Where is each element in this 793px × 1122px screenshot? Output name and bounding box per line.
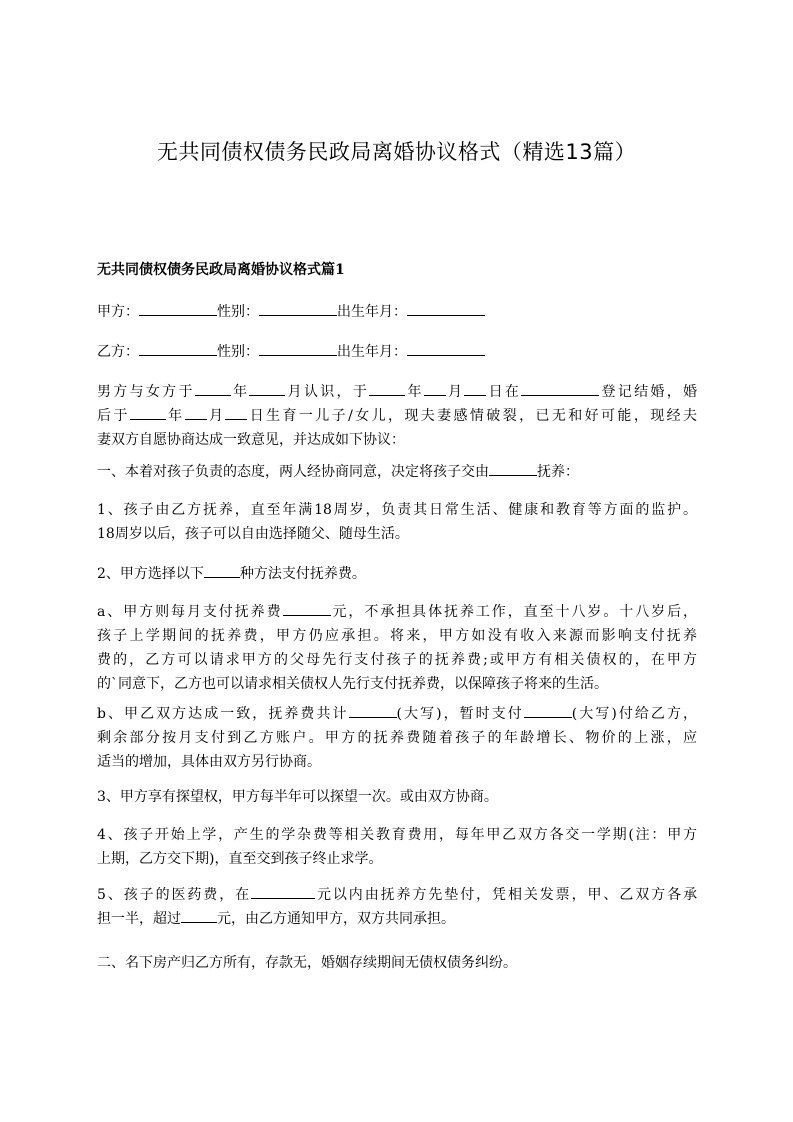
intro-text: 年 [230, 384, 250, 400]
party-a-gender-label: 性别： [217, 304, 259, 320]
item-b-text: (大写)，暂时支付 [396, 706, 524, 722]
total-support-blank [349, 702, 397, 718]
intro-text: 登记结婚，婚 [599, 384, 698, 400]
item-4-line-1: 4、孩子开始上学，产生的学杂费等相关教育费用，每年甲乙双方各交一学期(注：甲方 [97, 827, 697, 843]
custodian-blank [489, 460, 537, 476]
intro-text: 月 [206, 408, 226, 424]
party-a-label: 甲方： [97, 304, 139, 320]
party-a-birth-blank [407, 300, 485, 316]
party-b-name-blank [139, 340, 217, 356]
item-b-text: b、甲乙双方达成一致，抚养费共计 [97, 706, 349, 722]
intro-line-2 [97, 404, 697, 428]
marry-month-blank [424, 380, 446, 396]
section-heading: 无共同债权债务民政局离婚协议格式篇1 [97, 262, 345, 278]
marry-place-blank [521, 380, 599, 396]
intro-text: 日生育一儿子/女儿，现夫妻感情破裂，已无和好可能，现经夫 [247, 408, 697, 424]
initial-payment-blank [524, 702, 572, 718]
intro-text: 后于 [97, 408, 130, 424]
party-a-birth-label: 出生年月： [337, 304, 407, 320]
excess-amount-blank [181, 907, 217, 923]
item-a-text: a、甲方则每月支付抚养费 [97, 604, 283, 620]
item-5-text: 5、孩子的医药费，在 [97, 887, 252, 903]
intro-paragraph [97, 380, 697, 452]
party-b-birth-blank [407, 340, 485, 356]
party-b-line [97, 340, 697, 364]
item-3: 3、甲方享有探望权，甲方每半年可以探望一次。或由双方协商。 [97, 789, 498, 805]
item-a-line-1 [97, 600, 697, 624]
document-title: 无共同债权债务民政局离婚协议格式（精选13篇） [156, 140, 637, 164]
item-1-line-1: 1、孩子由乙方抚养，直至年满18周岁，负责其日常生活、健康和教育等方面的监护。 [97, 502, 697, 518]
item-5 [97, 883, 697, 931]
item-5-line-2 [97, 907, 697, 931]
clause-1-text: 抚养： [537, 464, 579, 480]
party-b-gender-label: 性别： [217, 344, 259, 360]
clause-1 [97, 460, 697, 484]
item-b-line-1 [97, 702, 697, 726]
item-5-line-1 [97, 883, 697, 907]
intro-text: 年 [165, 408, 185, 424]
item-a-text: 元，不承担具体抚养工作，直至十八岁。十八岁后， [330, 604, 697, 620]
item-b-line-2: 剩余部分按月支付到乙方账户。甲方的抚养费随着孩子的年龄增长、物价的上涨，应 [97, 730, 697, 746]
item-a [97, 600, 697, 696]
item-a-line-4: 的`同意下，乙方也可以请求相关债权人先行支付抚养费，以保障孩子将来的生活。 [97, 676, 608, 692]
item-2-text: 2、甲方选择以下 [97, 566, 204, 582]
item-1 [97, 498, 697, 546]
meet-year-blank [195, 380, 231, 396]
item-5-text: 元以内由抚养方先垫付，凭相关发票，甲、乙双方各承 [315, 887, 697, 903]
clause-1-text: 一、本着对孩子负责的态度，两人经协商同意，决定将孩子交由 [97, 464, 489, 480]
advance-limit-blank [251, 883, 315, 899]
meet-month-blank [249, 380, 285, 396]
intro-text: 月认识，于 [285, 384, 370, 400]
party-a-line [97, 300, 697, 324]
intro-line-1 [97, 380, 697, 404]
party-a-name-blank [139, 300, 217, 316]
marry-day-blank [464, 380, 486, 396]
marry-year-blank [369, 380, 405, 396]
payment-method-blank [204, 562, 240, 578]
item-2-text: 种方法支付抚养费。 [239, 566, 366, 582]
item-b-text: (大写)付给乙方， [571, 706, 697, 722]
item-a-line-3: 费的，乙方可以请求甲方的父母先行支付孩子的抚养费;或甲方有相关债权的，在甲方 [97, 652, 697, 668]
item-1-line-2: 18周岁以后，孩子可以自由选择随父、随母生活。 [97, 526, 409, 542]
intro-text: 日在 [486, 384, 522, 400]
birth-month-blank [185, 404, 207, 420]
monthly-support-blank [283, 600, 331, 616]
party-a-gender-blank [259, 300, 337, 316]
item-4-line-2: 上期，乙方交下期)，直至交到孩子终止求学。 [97, 851, 383, 867]
item-a-line-2: 孩子上学期间的抚养费，甲方仍应承担。将来，甲方如没有收入来源而影响支付抚养 [97, 628, 697, 644]
clause-2: 二、名下房产归乙方所有，存款无，婚姻存续期间无债权债务纠纷。 [97, 955, 517, 971]
item-4 [97, 823, 697, 871]
party-b-gender-blank [259, 340, 337, 356]
party-b-birth-label: 出生年月： [337, 344, 407, 360]
intro-line-3: 妻双方自愿协商达成一致意见，并达成如下协议： [97, 432, 405, 448]
birth-year-blank [130, 404, 166, 420]
intro-text: 月 [445, 384, 465, 400]
intro-text: 男方与女方于 [97, 384, 195, 400]
birth-day-blank [225, 404, 247, 420]
party-b-label: 乙方： [97, 344, 139, 360]
intro-text: 年 [405, 384, 424, 400]
item-b [97, 702, 697, 774]
item-5-text: 担一半，超过 [97, 911, 181, 927]
item-2 [97, 562, 697, 586]
item-b-line-3: 适当的增加，具体由双方另行协商。 [97, 754, 321, 770]
item-5-text: 元，由乙方通知甲方，双方共同承担。 [217, 911, 455, 927]
